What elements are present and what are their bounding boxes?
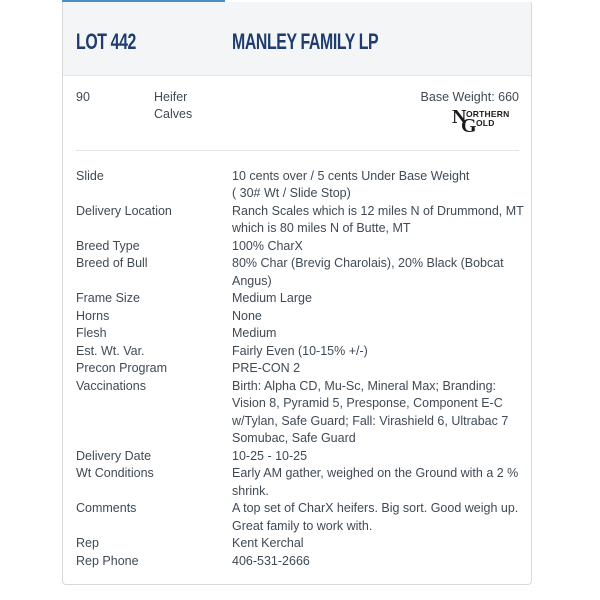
value-breed-of-bull-line-2: Angus) (232, 274, 272, 288)
value-vaccinations-line-2: Vision 8, Pyramid 5, Presponse, Component E-C (232, 396, 503, 410)
value-wt-conditions-line-2: shrink. (232, 484, 269, 498)
label-precon-program: Precon Program (76, 361, 168, 375)
label-flesh: Flesh (76, 326, 107, 340)
value-delivery-location-line-1: Ranch Scales which is 12 miles N of Drummond, MT (232, 204, 524, 218)
value-breed-type: 100% CharX (232, 239, 303, 253)
label-rep-phone: Rep Phone (76, 554, 139, 568)
label-comments: Comments (76, 501, 137, 515)
label-breed-type: Breed Type (76, 239, 140, 253)
value-rep: Kent Kerchal (232, 536, 304, 550)
label-wt-conditions: Wt Conditions (76, 466, 154, 480)
base-weight: Base Weight: 660 (420, 90, 519, 104)
value-horns: None (232, 309, 262, 323)
divider (76, 150, 519, 151)
value-slide-line-2: ( 30# Wt / Slide Stop) (232, 186, 351, 200)
value-frame-size: Medium Large (232, 291, 312, 305)
label-vaccinations: Vaccinations (76, 379, 146, 393)
value-delivery-location-line-2: which is 80 miles N of Butte, MT (232, 221, 411, 235)
label-horns: Horns (76, 309, 110, 323)
value-comments-line-1: A top set of CharX heifers. Big sort. Good weigh up. (232, 501, 519, 515)
value-slide-line-1: 10 cents over / 5 cents Under Base Weight (232, 169, 470, 183)
value-precon-program: PRE-CON 2 (232, 361, 301, 375)
lot-header (63, 2, 531, 76)
label-frame-size: Frame Size (76, 291, 140, 305)
head-count: 90 (76, 90, 90, 104)
lot-card (62, 2, 532, 585)
owner-name: MANLEY FAMILY LP (232, 29, 379, 54)
label-est-wt-var: Est. Wt. Var. (76, 344, 145, 358)
value-vaccinations-line-1: Birth: Alpha CD, Mu-Sc, Mineral Max; Branding: (232, 379, 496, 393)
northern-gold-logo: N ORTHERN G OLD (452, 106, 510, 137)
value-delivery-date: 10-25 - 10-25 (232, 449, 308, 463)
label-delivery-date: Delivery Date (76, 449, 152, 463)
value-vaccinations-line-3: w/Tylan, Safe Guard; Fall: Virashield 6, Ultrabac 7 (232, 414, 509, 428)
label-slide: Slide (76, 169, 104, 183)
value-wt-conditions-line-1: Early AM gather, weighed on the Ground with a 2 % (232, 466, 519, 480)
value-vaccinations-line-4: Somubac, Safe Guard (232, 431, 356, 445)
label-rep: Rep (76, 536, 99, 550)
lot-number: LOT 442 (76, 29, 136, 54)
label-breed-of-bull: Breed of Bull (76, 256, 148, 270)
value-est-wt-var: Fairly Even (10-15% +/-) (232, 344, 368, 358)
cattle-type-line-2: Calves (154, 107, 193, 121)
cattle-type-line-1: Heifer (154, 90, 188, 104)
value-breed-of-bull-line-1: 80% Char (Brevig Charolais), 20% Black (Bobcat (232, 256, 504, 270)
value-rep-phone: 406-531-2666 (232, 554, 310, 568)
label-delivery-location: Delivery Location (76, 204, 172, 218)
value-comments-line-2: Great family to work with. (232, 519, 373, 533)
value-flesh: Medium (232, 326, 277, 340)
